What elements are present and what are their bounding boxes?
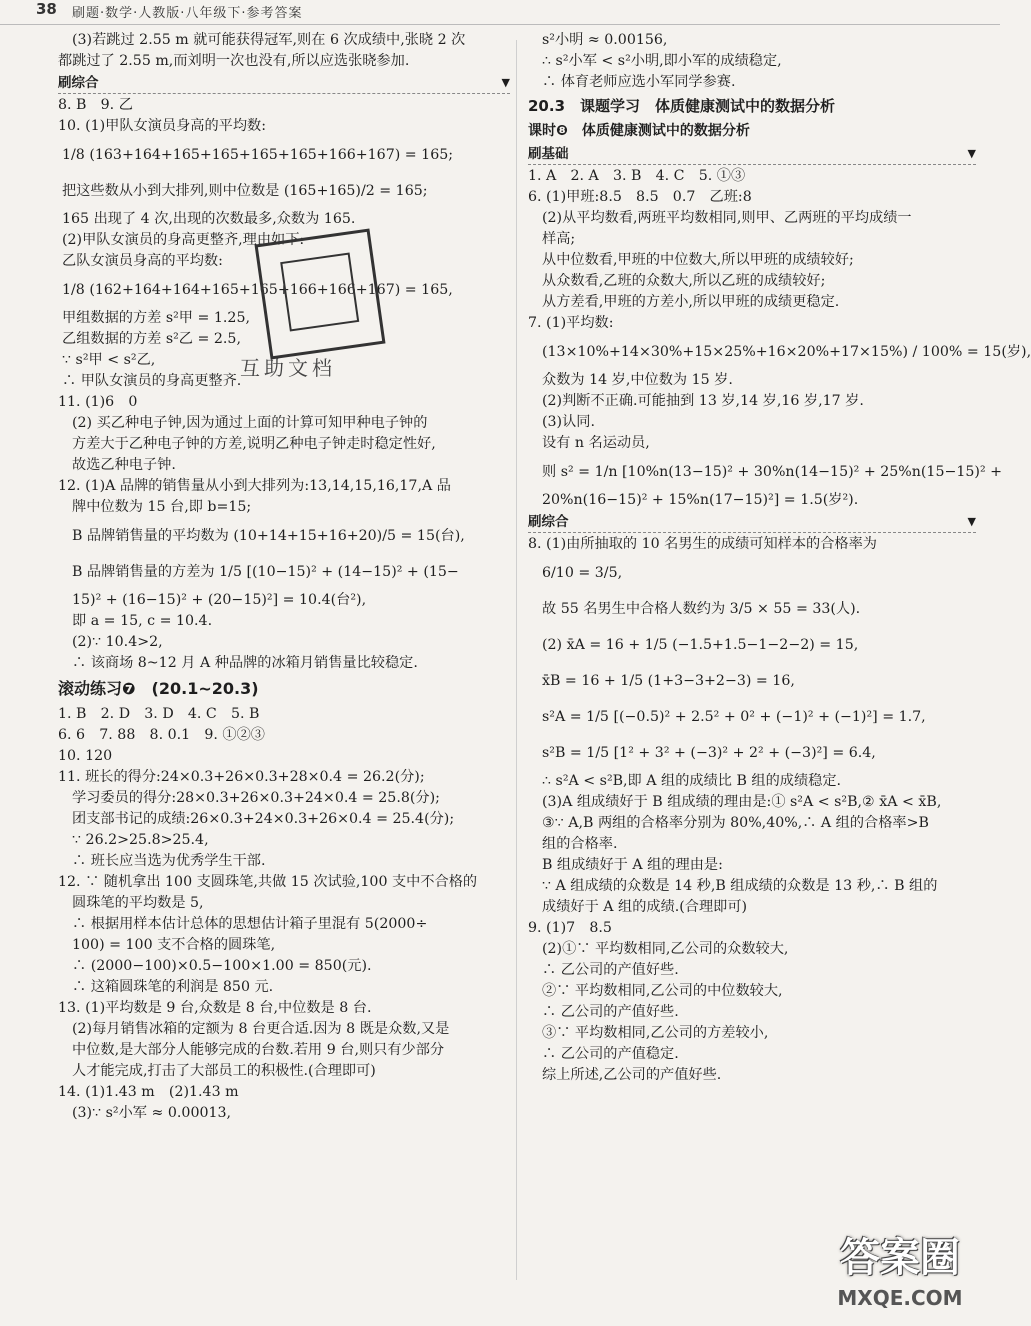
answer-line: 1. A 2. A 3. B 4. C 5. ①③ — [528, 168, 746, 184]
answer-line: ∵ A 组成绩的众数是 14 秒,B 组成绩的众数是 13 秒,∴ B 组的 — [542, 878, 938, 894]
answer-line: 12. (1)A 品牌的销售量从小到大排列为:13,14,15,16,17,A 品 — [58, 478, 451, 494]
triangle-down-icon: ▼ — [967, 515, 976, 528]
answer-line: (3)认同. — [542, 414, 595, 430]
answer-line: ②∵ 平均数相同,乙公司的中位数较大, — [542, 983, 783, 999]
section-header-label: 刷基础 — [528, 146, 569, 162]
answer-line: 组的合格率. — [542, 836, 618, 852]
answer-line: 乙组数据的方差 s²乙 = 2.5, — [62, 331, 241, 347]
answer-line: 样高; — [542, 231, 576, 247]
answer-line: ∴ 班长应当选为优秀学生干部. — [72, 853, 266, 869]
answer-line: s²B = 1/5 [1² + 3² + (−3)² + 2² + (−3)²] = 6.4, — [542, 745, 876, 761]
answer-line: ∴ 根据用样本估计总体的思想估计箱子里混有 5(2000÷ — [72, 916, 428, 932]
answer-line: 1/8 (162+164+164+165+165+166+166+167) = 165, — [62, 282, 453, 298]
answer-line: 中位数,是大部分人能够完成的台数.若用 9 台,则只有少部分 — [72, 1042, 445, 1058]
answer-line: ∴ (2000−100)×0.5−100×1.00 = 850(元). — [72, 958, 372, 974]
answer-line: (3)若跳过 2.55 m 就可能获得冠军,则在 6 次成绩中,张晓 2 次 — [72, 32, 466, 48]
stamp-text: 互助文档 — [240, 356, 336, 380]
answer-line: 乙队女演员身高的平均数: — [62, 253, 223, 269]
answer-line: s²A = 1/5 [(−0.5)² + 2.5² + 0² + (−1)² + (−1)²] = 1.7, — [542, 709, 926, 725]
left-column — [58, 30, 510, 1124]
answer-line: ∴ 甲队女演员的身高更整齐. — [62, 373, 242, 389]
answer-line: s²小明 ≈ 0.00156, — [542, 32, 668, 48]
answer-line: 即 a = 15, c = 10.4. — [72, 613, 213, 629]
answer-line: ③∵ A,B 两组的合格率分别为 80%,40%,∴ A 组的合格率>B — [542, 815, 929, 831]
logo-text: 答案圈 — [840, 1235, 960, 1281]
answer-line: 10. 120 — [58, 748, 113, 764]
answer-line: (2) 买乙种电子钟,因为通过上面的计算可知甲种电子钟的 — [72, 415, 428, 431]
answer-line: 甲组数据的方差 s²甲 = 1.25, — [62, 310, 250, 326]
answer-line: 15)² + (16−15)² + (20−15)²] = 10.4(台²), — [72, 592, 367, 608]
answer-line: 学习委员的得分:28×0.3+26×0.3+24×0.4 = 25.8(分); — [72, 790, 440, 806]
answer-line: 14. (1)1.43 m (2)1.43 m — [58, 1084, 239, 1100]
section-title: 课时❽ 体质健康测试中的数据分析 — [528, 123, 750, 139]
answer-line: B 品牌销售量的平均数为 (10+14+15+16+20)/5 = 15(台), — [72, 528, 465, 544]
page-running-title: 刷题·数学·人教版·八年级下·参考答案 — [72, 6, 303, 21]
answer-line: ③∵ 平均数相同,乙公司的方差较小, — [542, 1025, 769, 1041]
answer-line: 1. B 2. D 3. D 4. C 5. B — [58, 706, 260, 722]
answer-line: 12. ∵ 随机拿出 100 支圆珠笔,共做 15 次试验,100 支中不合格的 — [58, 874, 478, 890]
page-number: 38 — [36, 0, 57, 18]
answer-line: 1/8 (163+164+165+165+165+165+166+167) = 165; — [62, 147, 454, 163]
answer-line: ∵ s²甲 < s²乙, — [62, 352, 156, 368]
answer-line: ∴ 乙公司的产值稳定. — [542, 1046, 679, 1062]
answer-line: ∴ 这箱圆珠笔的利润是 850 元. — [72, 979, 274, 995]
section-header-bar — [58, 73, 510, 94]
answer-line: ∴ s²小军 < s²小明,即小军的成绩稳定, — [542, 53, 782, 69]
answer-line: 综上所述,乙公司的产值好些. — [542, 1067, 722, 1083]
answer-line: 7. (1)平均数: — [528, 315, 614, 331]
answer-line: 人才能完成,打击了大部员工的积极性.(合理即可) — [72, 1063, 376, 1079]
answer-line: x̄B = 16 + 1/5 (1+3−3+2−3) = 16, — [542, 673, 795, 689]
column-divider — [516, 40, 517, 1280]
answer-line: 众数为 14 岁,中位数为 15 岁. — [542, 372, 733, 388]
answer-line: (2)①∵ 平均数相同,乙公司的众数较大, — [542, 941, 789, 957]
answer-line: 13. (1)平均数是 9 台,众数是 8 台,中位数是 8 台. — [58, 1000, 372, 1016]
answer-line: (3)A 组成绩好于 B 组成绩的理由是:① s²A < s²B,② x̄A < x̄B, — [542, 794, 942, 810]
right-column — [528, 30, 1031, 1086]
answer-line: 团支部书记的成绩:26×0.3+24×0.3+26×0.4 = 25.4(分); — [72, 811, 455, 827]
answer-line: 故 55 名男生中合格人数约为 3/5 × 55 = 33(人). — [542, 601, 861, 617]
answer-line: 6. 6 7. 88 8. 0.1 9. ①②③ — [58, 727, 265, 743]
answer-line: 9. (1)7 8.5 — [528, 920, 612, 936]
answer-line: 从中位数看,甲班的中位数大,所以甲班的成绩较好; — [542, 252, 854, 268]
section-title: 滚动练习❼ (20.1~20.3) — [58, 679, 259, 698]
answer-line: 则 s² = 1/n [10%n(13−15)² + 30%n(14−15)² + 25%n(15−15)² + — [542, 464, 1003, 480]
answer-line: 100) = 100 支不合格的圆珠笔, — [72, 937, 276, 953]
answer-line: 牌中位数为 15 台,即 b=15; — [72, 499, 252, 515]
answer-line: 165 出现了 4 次,出现的次数最多,众数为 165. — [62, 211, 356, 227]
section-header-label: 刷综合 — [58, 75, 99, 91]
answer-line: (2)判断不正确.可能抽到 13 岁,14 岁,16 岁,17 岁. — [542, 393, 864, 409]
answer-line: (3)∵ s²小军 ≈ 0.00013, — [72, 1105, 232, 1121]
answer-line: 把这些数从小到大排列,则中位数是 (165+165)/2 = 165; — [62, 183, 428, 199]
answer-line: 11. (1)6 0 — [58, 394, 138, 410]
answer-line: 方差大于乙种电子钟的方差,说明乙种电子钟走时稳定性好, — [72, 436, 436, 452]
logo-url: MXQE.COM — [837, 1286, 963, 1310]
answer-line: ∴ s²A < s²B,即 A 组的成绩比 B 组的成绩稳定. — [542, 773, 842, 789]
section-header-bar — [528, 512, 976, 533]
answer-line: ∴ 乙公司的产值好些. — [542, 962, 679, 978]
watermark-logo — [812, 1232, 988, 1318]
answer-line: B 组成绩好于 A 组的理由是: — [542, 857, 723, 873]
answer-line: 从方差看,甲班的方差小,所以甲班的成绩更稳定. — [542, 294, 840, 310]
answer-line: 成绩好于 A 组的成绩.(合理即可) — [542, 899, 748, 915]
answer-line: (2)每月销售冰箱的定额为 8 台更合适.因为 8 既是众数,又是 — [72, 1021, 450, 1037]
answer-line: 11. 班长的得分:24×0.3+26×0.3+28×0.4 = 26.2(分); — [58, 769, 425, 785]
answer-line: 10. (1)甲队女演员身高的平均数: — [58, 118, 267, 134]
answer-line: (2)甲队女演员的身高更整齐,理由如下: — [62, 232, 305, 248]
answer-line: ∴ 体育老师应选小军同学参赛. — [542, 74, 736, 90]
page-header — [0, 0, 1000, 25]
answer-line: 20%n(16−15)² + 15%n(17−15)²] = 1.5(岁²). — [542, 492, 859, 508]
section-header-label: 刷综合 — [528, 514, 569, 530]
answer-line: 8. B 9. 乙 — [58, 97, 133, 113]
answer-line: ∵ 26.2>25.8>25.4, — [72, 832, 209, 848]
answer-line: (2)∵ 10.4>2, — [72, 634, 163, 650]
section-header-bar — [528, 144, 976, 165]
answer-line: 故选乙种电子钟. — [72, 457, 176, 473]
stamp-mark — [254, 228, 385, 359]
answer-line: 6. (1)甲班:8.5 8.5 0.7 乙班:8 — [528, 189, 752, 205]
answer-line: ∴ 乙公司的产值好些. — [542, 1004, 679, 1020]
answer-line: (2) x̄A = 16 + 1/5 (−1.5+1.5−1−2−2) = 15, — [542, 637, 859, 653]
answer-line: 都跳过了 2.55 m,而刘明一次也没有,所以应选张晓参加. — [58, 53, 410, 69]
answer-line: 6/10 = 3/5, — [542, 565, 623, 581]
answer-line: 圆珠笔的平均数是 5, — [72, 895, 204, 911]
triangle-down-icon: ▼ — [501, 76, 510, 89]
answer-line: B 品牌销售量的方差为 1/5 [(10−15)² + (14−15)² + (15− — [72, 564, 459, 580]
answer-line: ∴ 该商场 8~12 月 A 种品牌的冰箱月销售量比较稳定. — [72, 655, 418, 671]
triangle-down-icon: ▼ — [967, 147, 976, 160]
section-title: 20.3 课题学习 体质健康测试中的数据分析 — [528, 97, 836, 115]
answer-line: (13×10%+14×30%+15×25%+16×20%+17×15%) / 100% = 15(岁), — [542, 344, 1031, 360]
answer-line: 设有 n 名运动员, — [542, 435, 650, 451]
answer-line: (2)从平均数看,两班平均数相同,则甲、乙两班的平均成绩一 — [542, 210, 912, 226]
answer-line: 8. (1)由所抽取的 10 名男生的成绩可知样本的合格率为 — [528, 536, 877, 552]
answer-line: 从众数看,乙班的众数大,所以乙班的成绩较好; — [542, 273, 826, 289]
